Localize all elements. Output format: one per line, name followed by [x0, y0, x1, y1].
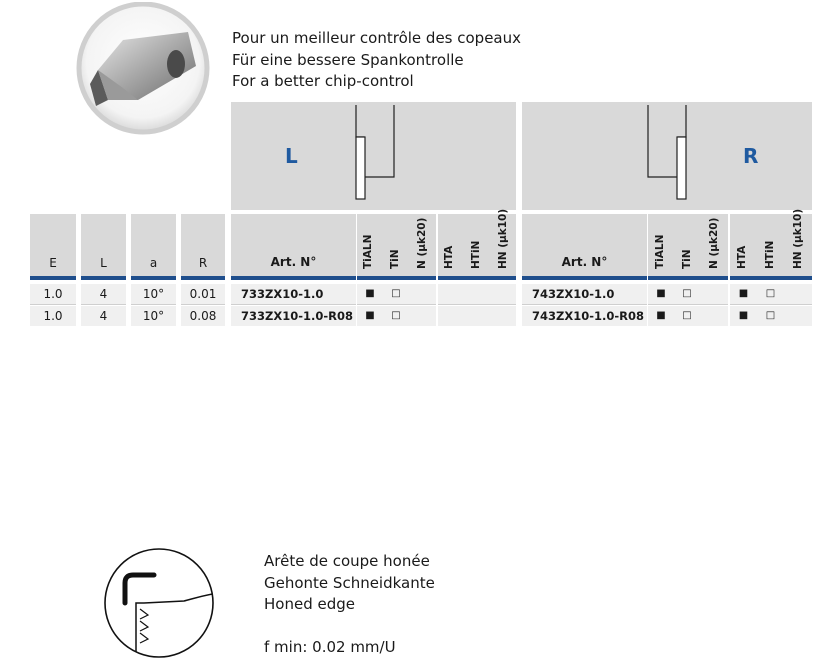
mark-n-right — [700, 306, 726, 326]
mark-tialn-right: ■ — [656, 310, 666, 321]
cell-art-left: 733ZX10-1.0 — [241, 287, 324, 301]
coat-label-htin-right: HTiN — [764, 240, 776, 269]
coat-label-n-right: N (µk20) — [708, 217, 720, 269]
col-label-art-left: Art. N° — [270, 255, 317, 269]
left-tool-profile-icon — [355, 105, 397, 201]
mark-htin-left — [464, 284, 490, 304]
mark-tin-right: □ — [682, 288, 692, 299]
header-rule — [231, 276, 356, 280]
mark-hta-right: ■ — [738, 288, 749, 299]
header-rule — [648, 276, 728, 280]
cell-l: 4 — [99, 309, 108, 323]
mark-tin-left: □ — [391, 288, 401, 299]
honed-fmin: f min: 0.02 mm/U — [264, 638, 396, 656]
col-label-a: a — [149, 256, 158, 270]
col-label-r: R — [198, 256, 208, 270]
cell-a: 10° — [142, 309, 165, 323]
header-rule — [81, 276, 126, 280]
coat-label-hta-left: HTA — [443, 245, 455, 269]
header-rule — [131, 276, 176, 280]
coat-label-htin-left: HTiN — [470, 240, 482, 269]
cell-l: 4 — [99, 287, 108, 301]
honed-edge-text — [264, 551, 435, 659]
col-label-l: L — [100, 256, 107, 270]
mark-n-left — [409, 306, 435, 326]
cell-r: 0.01 — [189, 287, 217, 301]
mark-hn-left — [490, 306, 516, 326]
header-rule — [730, 276, 812, 280]
honed-fr: Arête de coupe honée — [264, 552, 430, 570]
intro-text — [232, 28, 521, 93]
header-rule — [357, 276, 436, 280]
mark-n-left — [409, 284, 435, 304]
mark-tin-right: □ — [682, 310, 692, 321]
right-tool-label: R — [743, 144, 759, 168]
col-label-e: E — [49, 256, 57, 270]
honed-de: Gehonte Schneidkante — [264, 573, 435, 592]
header-rule — [438, 276, 516, 280]
mark-hn-right — [784, 306, 812, 326]
coat-label-n-left: N (µk20) — [416, 217, 428, 269]
left-tool-label: L — [285, 144, 298, 168]
honed-en: Honed edge — [264, 595, 355, 613]
cell-a: 10° — [142, 287, 165, 301]
coat-label-tin-left: TiN — [389, 249, 401, 269]
mark-htin-left — [464, 306, 490, 326]
coat-label-tialn-left: TiALN — [362, 234, 374, 269]
coat-label-hta-right: HTA — [736, 245, 748, 269]
right-tool-profile-icon — [646, 105, 688, 201]
mark-hta-left — [438, 306, 464, 326]
cell-art-right: 743ZX10-1.0 — [532, 287, 615, 301]
header-rule — [181, 276, 225, 280]
mark-hta-left — [438, 284, 464, 304]
mark-htin-right: □ — [765, 288, 776, 299]
coat-label-hn-right: HN (µk10) — [792, 208, 804, 269]
mark-tin-left: □ — [391, 310, 401, 321]
header-rule — [30, 276, 76, 280]
mark-hn-left — [490, 284, 516, 304]
cell-e: 1.0 — [43, 287, 63, 301]
cell-r: 0.08 — [189, 309, 217, 323]
cell-art-right: 743ZX10-1.0-R08 — [532, 309, 644, 323]
intro-de: Für eine bessere Spankontrolle — [232, 50, 464, 69]
mark-hn-right — [784, 284, 812, 304]
coat-label-hn-left: HN (µk10) — [497, 208, 509, 269]
col-label-art-right: Art. N° — [561, 255, 608, 269]
cell-art-left: 733ZX10-1.0-R08 — [241, 309, 353, 323]
mark-htin-right: □ — [765, 310, 776, 321]
mark-tialn-right: ■ — [656, 288, 666, 299]
mark-n-right — [700, 284, 726, 304]
header-rule — [522, 276, 647, 280]
coat-label-tialn-right: TiALN — [654, 234, 666, 269]
mark-hta-right: ■ — [738, 310, 749, 321]
coat-label-tin-right: TiN — [681, 249, 693, 269]
mark-tialn-left: ■ — [365, 310, 375, 321]
honed-edge-icon — [100, 545, 218, 659]
intro-en: For a better chip-control — [232, 72, 414, 90]
cell-e: 1.0 — [43, 309, 63, 323]
intro-fr: Pour un meilleur contrôle des copeaux — [232, 29, 521, 47]
insert-photo-icon — [68, 2, 218, 137]
mark-tialn-left: ■ — [365, 288, 375, 299]
